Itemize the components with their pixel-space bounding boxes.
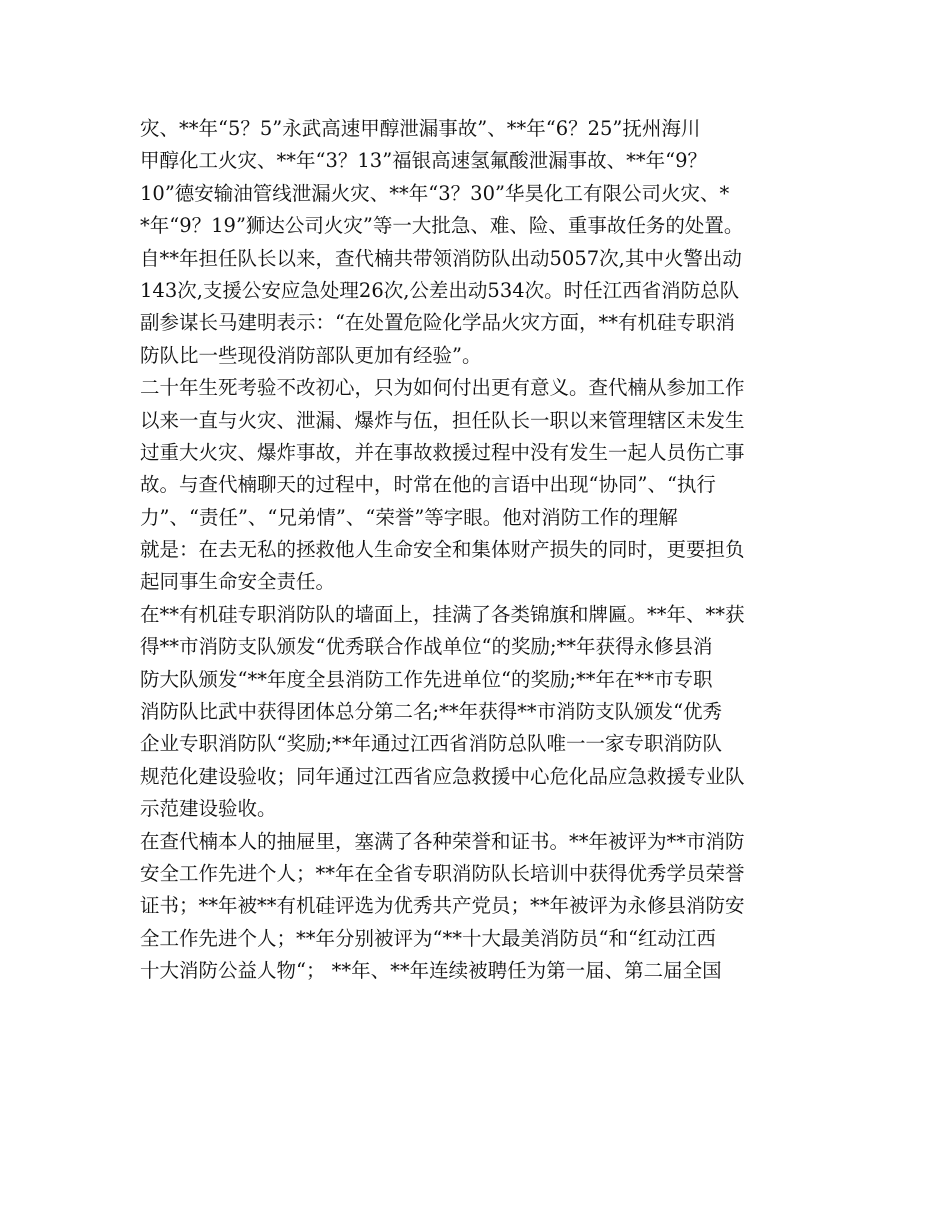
text-line: 甲醇化工火灾、**年“3？13”福银高速氢氟酸泄漏事故、**年“9？ xyxy=(140,149,708,173)
text-line: 副参谋长马建明表示：“在处置危险化学品火灾方面，**有机硅专职消 xyxy=(140,311,735,335)
text-line: 十大消防公益人物“； **年、**年连续被聘任为第一届、第二届全国 xyxy=(140,959,722,983)
text-line: 143次,支援公安应急处理26次,公差出动534次。时任江西省消防总队 xyxy=(140,278,740,302)
text-line: 证书；**年被**有机硅评选为优秀共产党员；**年被评为永修县消防安 xyxy=(140,894,745,918)
text-line: 力”、“责任”、“兄弟情”、“荣誉”等字眼。他对消防工作的理解 xyxy=(140,505,678,529)
text-line: 起同事生命安全责任。 xyxy=(140,570,336,594)
text-line: 过重大火灾、爆炸事故，并在事故救援过程中没有发生一起人员伤亡事 xyxy=(140,440,745,464)
text-line: 示范建设验收。 xyxy=(140,797,277,821)
text-line: 安全工作先进个人；**年在全省专职消防队长培训中获得优秀学员荣誉 xyxy=(140,861,745,885)
text-line: 故。与查代楠聊天的过程中，时常在他的言语中出现“协同”、“执行 xyxy=(140,473,716,497)
text-line: 灾、**年“5？5”永武高速甲醇泄漏事故”、**年“6？25”抚州海川 xyxy=(140,117,701,140)
text-line: 防队比一些现役消防部队更加有经验”。 xyxy=(140,343,482,367)
text-line: 得**市消防支队颁发“优秀联合作战单位“的奖励;**年获得永修县消 xyxy=(140,635,713,659)
body-text xyxy=(140,113,820,988)
text-line: *年“9？19”狮达公司火灾”等一大批急、难、险、重事故任务的处置。 xyxy=(140,214,744,238)
text-line: 防大队颁发“**年度全县消防工作先进单位“的奖励;**年在**市专职 xyxy=(140,667,713,691)
text-line: 以来一直与火灾、泄漏、爆炸与伍，担任队长一职以来管理辖区未发生 xyxy=(140,408,745,432)
text-line: 在查代楠本人的抽屉里，塞满了各种荣誉和证书。**年被评为**市消防 xyxy=(140,829,745,853)
text-line: 10”德安输油管线泄漏火灾、**年“3？30”华昊化工有限公司火灾、* xyxy=(140,181,730,205)
text-line: 二十年生死考验不改初心，只为如何付出更有意义。查代楠从参加工作 xyxy=(140,376,745,400)
text-line: 企业专职消防队“奖励;**年通过江西省消防总队唯一一家专职消防队 xyxy=(140,732,723,756)
text-line: 规范化建设验收；同年通过江西省应急救援中心危化品应急救援专业队 xyxy=(140,764,745,788)
text-line: 全工作先进个人；**年分别被评为“**十大最美消防员“和“红动江西 xyxy=(140,926,716,950)
text-line: 就是：在去无私的拯救他人生命安全和集体财产损失的同时，更要担负 xyxy=(140,538,745,562)
text-line: 自**年担任队长以来，查代楠共带领消防队出动5057次,其中火警出动 xyxy=(140,246,742,270)
text-line: 在**有机硅专职消防队的墙面上，挂满了各类锦旗和牌匾。**年、**获 xyxy=(140,602,745,626)
text-line: 消防队比武中获得团体总分第二名;**年获得**市消防支队颁发“优秀 xyxy=(140,700,723,724)
